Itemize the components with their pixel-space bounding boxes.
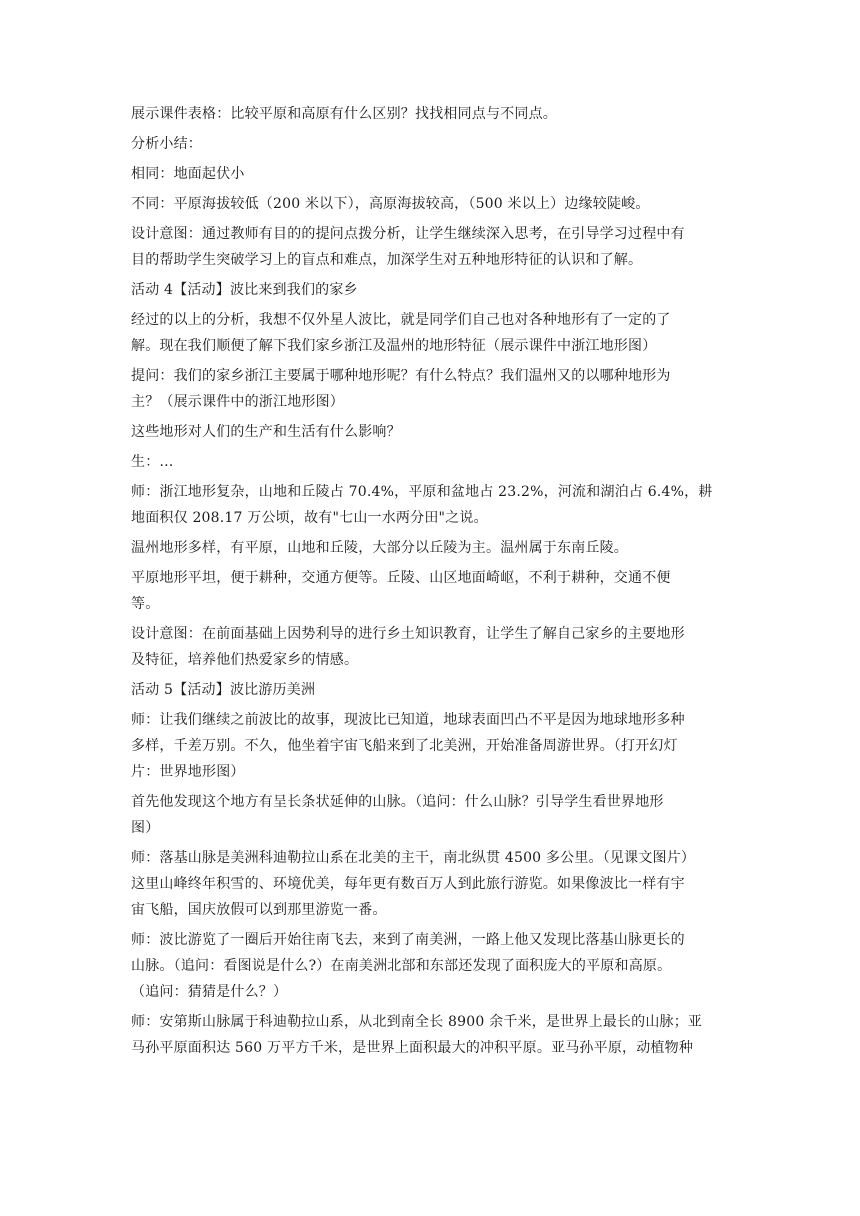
paragraph bbox=[131, 191, 743, 217]
text-line: 片：世界地形图） bbox=[131, 764, 245, 780]
text-line: 师：让我们继续之前波比的故事，现波比已知道，地球表面凹凸不平是因为地球地形多种 bbox=[131, 712, 685, 728]
text-line: 展示课件表格：比较平原和高原有什么区别？找找相同点与不同点。 bbox=[131, 106, 557, 122]
text-line: 师：波比游览了一圈后开始往南飞去，来到了南美洲，一路上他又发现比落基山脉更长的 bbox=[131, 932, 685, 948]
paragraph bbox=[131, 221, 743, 273]
text-line: 提问：我们的家乡浙江主要属于哪种地形呢？有什么特点？我们温州又的以哪种地形为 bbox=[131, 368, 671, 384]
text-line: 师：浙江地形复杂，山地和丘陵占 70.4%，平原和盆地占 23.2%，河流和湖泊占 6.4%，耕 bbox=[131, 484, 713, 500]
text-line: 师：安第斯山脉属于科迪勒拉山系，从北到南全长 8900 余千米，是世界上最长的山脉；亚 bbox=[131, 1014, 703, 1030]
text-line: 目的帮助学生突破学习上的盲点和难点，加深学生对五种地形特征的认识和了解。 bbox=[131, 252, 643, 268]
text-line: 设计意图：在前面基础上因势利导的进行乡土知识教育，让学生了解自己家乡的主要地形 bbox=[131, 626, 685, 642]
text-line: 平原地形平坦，便于耕种，交通方便等。丘陵、山区地面崎岖，不利于耕种，交通不便 bbox=[131, 570, 671, 586]
text-line: 山脉。（追问：看图说是什么?）在南美洲北部和东部还发现了面积庞大的平原和高原。 bbox=[131, 958, 672, 974]
text-line: 师：落基山脉是美洲科迪勒拉山系在北美的主干，南北纵贯 4500 多公里。（见课文图片） bbox=[131, 850, 696, 866]
paragraph bbox=[131, 101, 743, 127]
paragraph bbox=[131, 1009, 743, 1061]
text-line: 地面积仅 208.17 万公顷，故有"七山一水两分田"之说。 bbox=[131, 510, 488, 526]
paragraph bbox=[131, 621, 743, 673]
document-body bbox=[131, 101, 743, 1065]
text-line: 活动 4【活动】波比来到我们的家乡 bbox=[131, 282, 358, 298]
paragraph bbox=[131, 677, 743, 703]
text-line: 主？（展示课件中的浙江地形图） bbox=[131, 394, 344, 410]
text-line: 等。 bbox=[131, 596, 160, 612]
text-line: 活动 5【活动】波比游历美洲 bbox=[131, 682, 316, 698]
paragraph bbox=[131, 307, 743, 359]
text-line: 这些地形对人们的生产和生活有什么影响？ bbox=[131, 424, 401, 440]
text-line: 生：… bbox=[131, 454, 174, 470]
text-line: 宙飞船，国庆放假可以到那里游览一番。 bbox=[131, 902, 387, 918]
text-line: 经过的以上的分析，我想不仅外星人波比，就是同学们自己也对各种地形有了一定的了 bbox=[131, 312, 671, 328]
text-line: 不同：平原海拔较低（200 米以下），高原海拔较高，（500 米以上）边缘较陡峻。 bbox=[131, 196, 650, 212]
paragraph bbox=[131, 479, 743, 531]
paragraph bbox=[131, 161, 743, 187]
text-line: 首先他发现这个地方有呈长条状延伸的山脉。（追问：什么山脉？引导学生看世界地形 bbox=[131, 794, 664, 810]
paragraph bbox=[131, 131, 743, 157]
text-line: 设计意图：通过教师有目的的提问点拨分析，让学生继续深入思考，在引导学习过程中有 bbox=[131, 226, 685, 242]
text-line: 及特征，培养他们热爱家乡的情感。 bbox=[131, 652, 359, 668]
paragraph bbox=[131, 927, 743, 1005]
text-line: 马孙平原面积达 560 万平方千米，是世界上面积最大的冲积平原。亚马孙平原，动植物种 bbox=[131, 1040, 694, 1056]
text-line: 图） bbox=[131, 820, 160, 836]
paragraph bbox=[131, 707, 743, 785]
paragraph bbox=[131, 535, 743, 561]
paragraph bbox=[131, 363, 743, 415]
paragraph bbox=[131, 565, 743, 617]
paragraph bbox=[131, 845, 743, 923]
paragraph bbox=[131, 449, 743, 475]
paragraph bbox=[131, 789, 743, 841]
paragraph bbox=[131, 419, 743, 445]
text-line: 多样，千差万别。不久，他坐着宇宙飞船来到了北美洲，开始准备周游世界。（打开幻灯 bbox=[131, 738, 678, 754]
text-line: 分析小结： bbox=[131, 136, 202, 152]
text-line: 这里山峰终年积雪的、环境优美，每年更有数百万人到此旅行游览。如果像波比一样有宇 bbox=[131, 876, 685, 892]
text-line: 温州地形多样，有平原，山地和丘陵，大部分以丘陵为主。温州属于东南丘陵。 bbox=[131, 540, 628, 556]
text-line: （追问：猜猜是什么？） bbox=[131, 984, 288, 1000]
text-line: 解。现在我们顺便了解下我们家乡浙江及温州的地形特征（展示课件中浙江地形图） bbox=[131, 338, 657, 354]
text-line: 相同：地面起伏小 bbox=[131, 166, 245, 182]
paragraph bbox=[131, 277, 743, 303]
